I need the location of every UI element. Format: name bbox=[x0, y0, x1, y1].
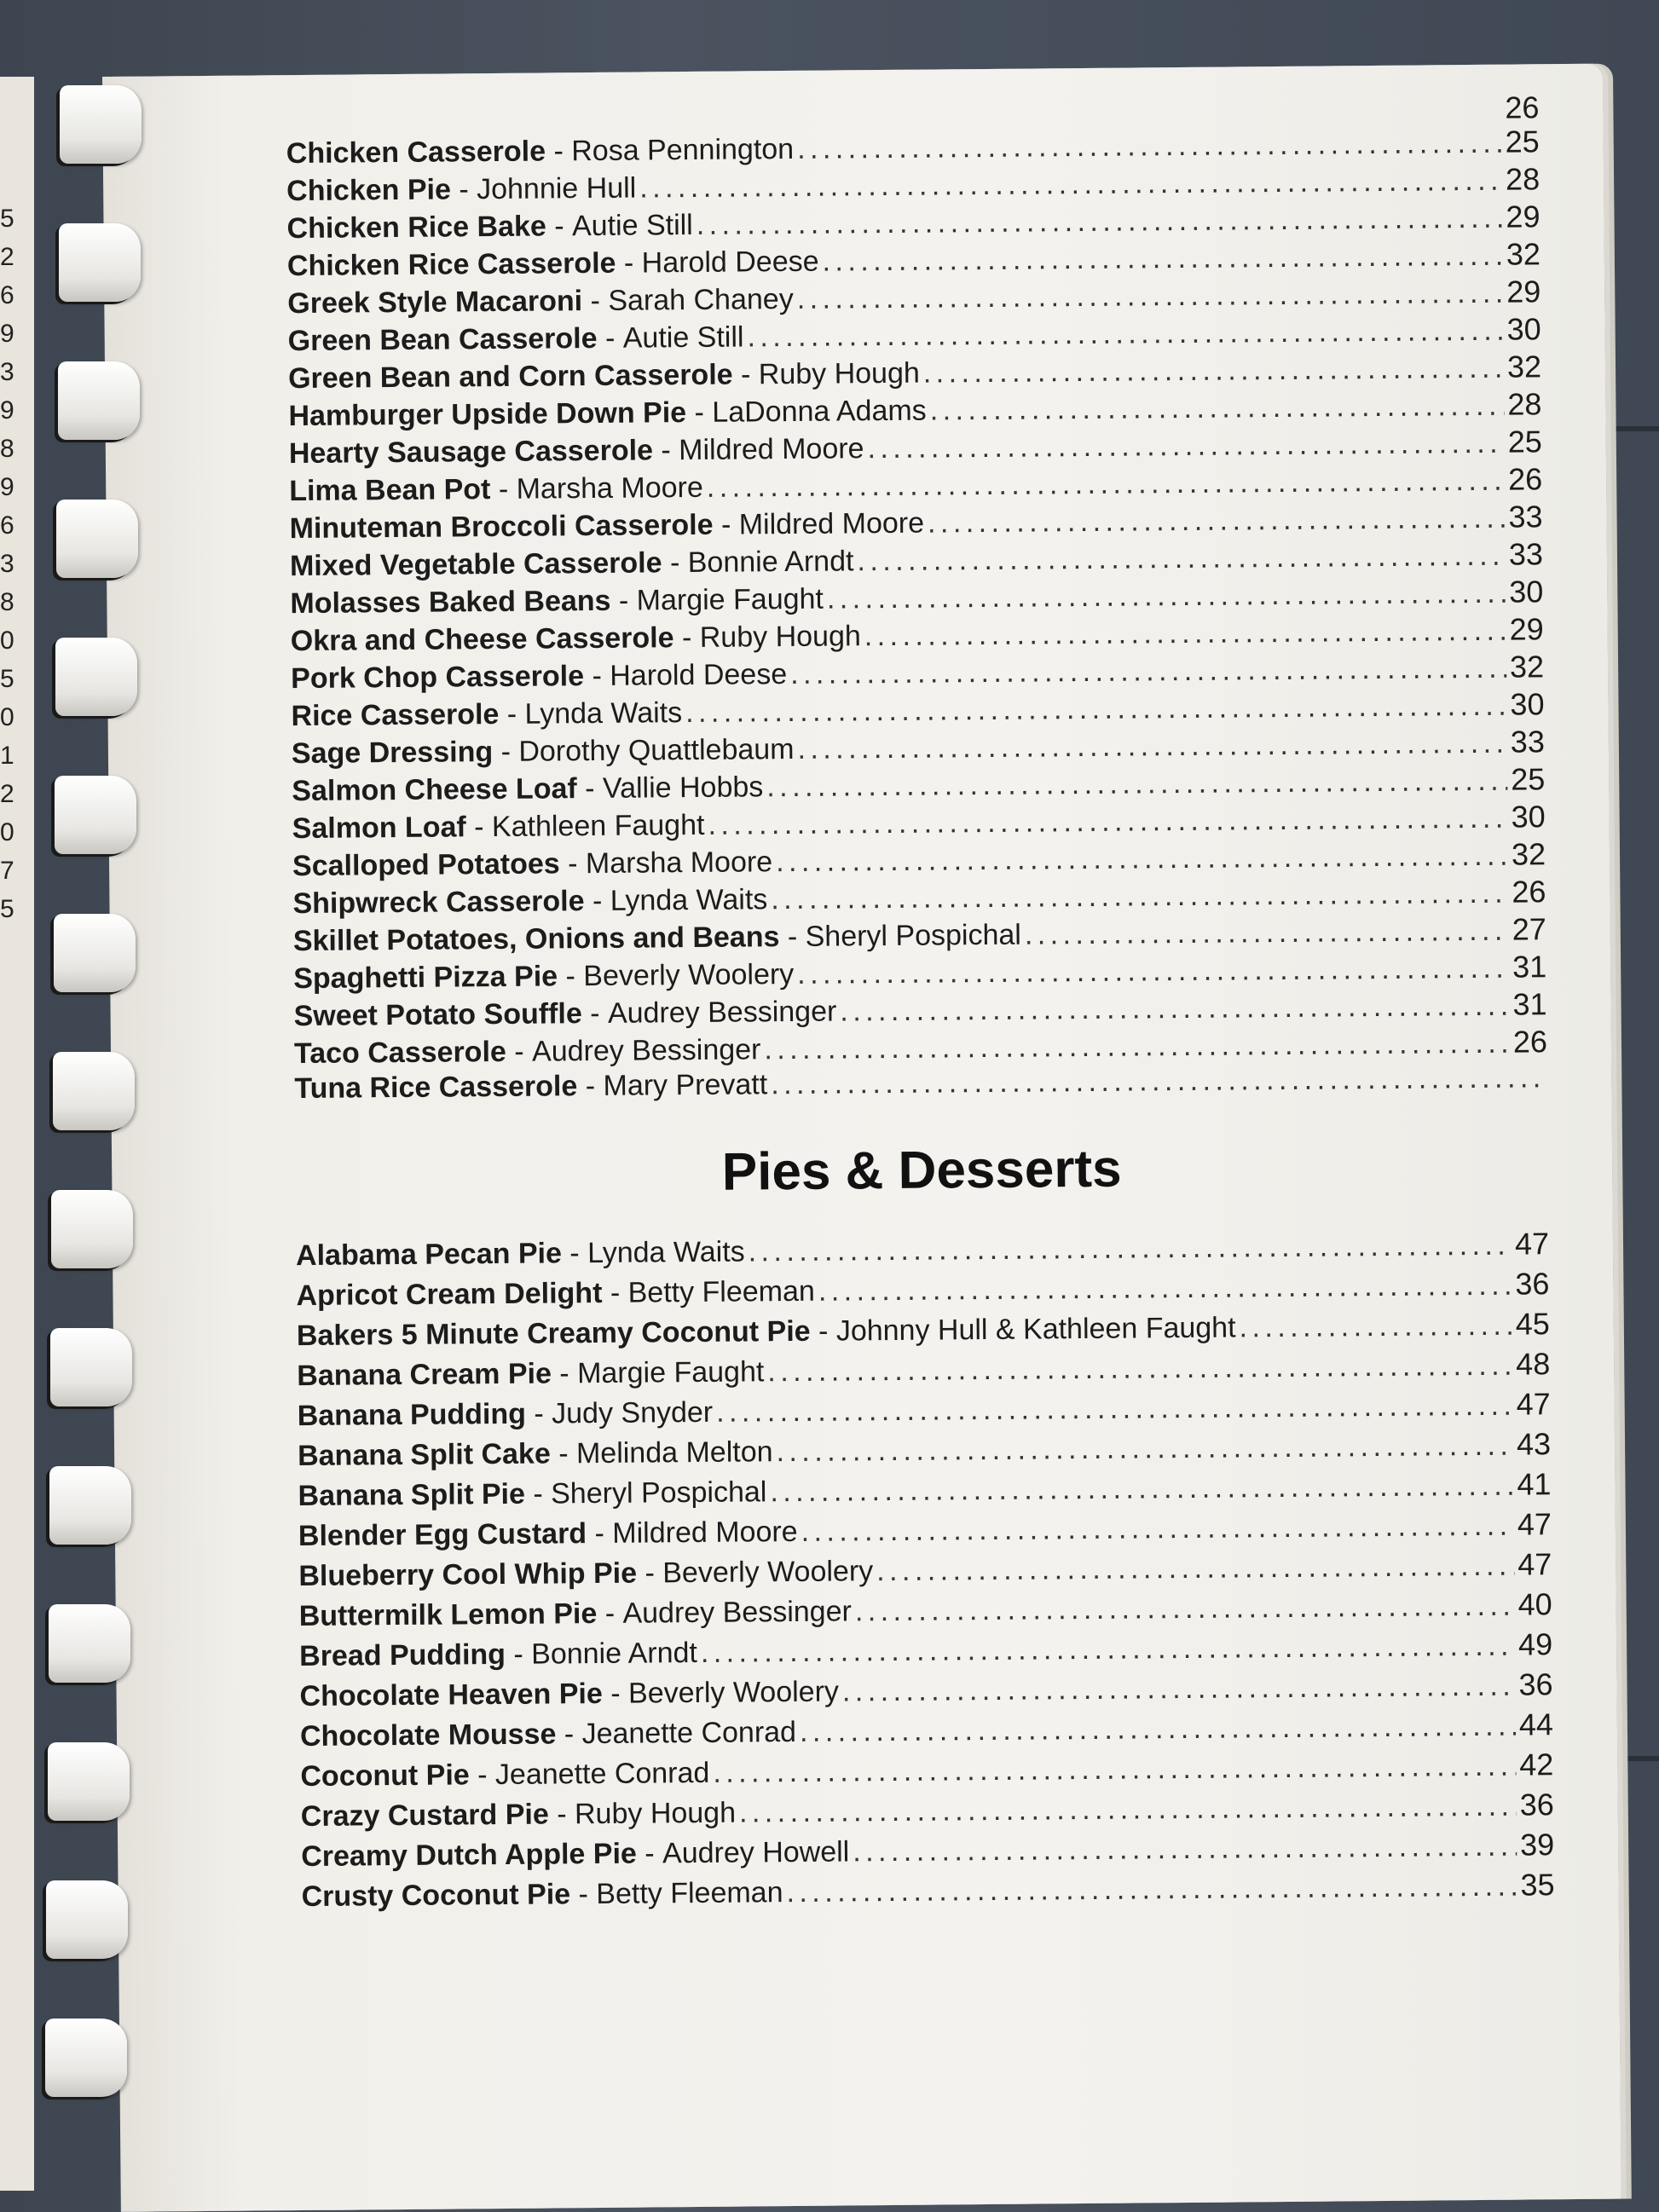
recipe-name: Salmon Loaf bbox=[292, 811, 466, 846]
page-number: 31 bbox=[1512, 986, 1547, 1022]
binding-ring bbox=[59, 223, 141, 302]
binding-ring bbox=[60, 85, 142, 164]
recipe-name: Sage Dressing bbox=[291, 736, 494, 771]
recipe-name: Apricot Cream Delight bbox=[296, 1276, 603, 1313]
recipe-author: - Lynda Waits bbox=[499, 696, 683, 731]
recipe-name: Green Bean and Corn Casserole bbox=[287, 358, 733, 396]
recipe-name: Chocolate Mousse bbox=[299, 1718, 557, 1753]
leader-dots bbox=[822, 240, 1503, 279]
page-number: 36 bbox=[1519, 1787, 1554, 1822]
page-number: 30 bbox=[1509, 574, 1544, 609]
page-number: 48 bbox=[1516, 1346, 1551, 1382]
top-page-number: 26 bbox=[1505, 90, 1540, 125]
recipe-author: - Margie Faught bbox=[610, 582, 824, 617]
recipe-author: - Marsha Moore bbox=[559, 846, 773, 881]
leader-dots bbox=[857, 540, 1506, 579]
binding-ring bbox=[48, 1742, 130, 1821]
page-number: 32 bbox=[1511, 836, 1546, 872]
page-number: 26 bbox=[1507, 461, 1543, 497]
recipe-author: - Johnny Hull & Kathleen Faught bbox=[810, 1311, 1236, 1348]
leader-dots bbox=[776, 840, 1508, 879]
recipe-author: - Audrey Bessinger bbox=[506, 1033, 761, 1068]
leader-dots bbox=[716, 1389, 1513, 1429]
author-name: Margie Faught bbox=[576, 1355, 765, 1390]
author-name: Judy Snyder bbox=[551, 1395, 714, 1430]
author-name: Autie Still bbox=[571, 208, 693, 243]
recipe-name: Okra and Cheese Casserole bbox=[290, 621, 674, 658]
left-page-number: 0 bbox=[0, 818, 14, 846]
left-page-number: 7 bbox=[0, 857, 14, 885]
page-number: 47 bbox=[1517, 1546, 1552, 1582]
binding-ring bbox=[56, 500, 138, 578]
author-name: Mary Prevatt bbox=[603, 1068, 768, 1102]
author-name: Lynda Waits bbox=[587, 1235, 745, 1270]
recipe-name: Banana Split Pie bbox=[298, 1477, 526, 1513]
recipe-author: - Mildred Moore bbox=[713, 506, 925, 541]
leader-dots bbox=[928, 502, 1506, 540]
author-name: Johnnie Hull bbox=[476, 171, 637, 206]
recipe-name: Banana Split Cake bbox=[297, 1437, 551, 1473]
leader-dots bbox=[797, 127, 1502, 166]
author-name: Bonnie Arndt bbox=[531, 1636, 698, 1671]
page-number: 35 bbox=[1520, 1867, 1555, 1903]
author-name: Audrey Howell bbox=[662, 1835, 850, 1870]
recipe-author: - Bonnie Arndt bbox=[662, 545, 854, 580]
page-number: 30 bbox=[1511, 799, 1546, 835]
recipe-name: Banana Cream Pie bbox=[297, 1357, 552, 1393]
recipe-author: - Judy Snyder bbox=[525, 1395, 714, 1430]
author-name: Ruby Hough bbox=[699, 620, 861, 654]
recipe-name: Rice Casserole bbox=[291, 697, 500, 733]
page-number: 45 bbox=[1515, 1306, 1551, 1342]
author-name: Ruby Hough bbox=[758, 356, 920, 391]
page-number: 41 bbox=[1517, 1466, 1552, 1502]
left-page-number: 2 bbox=[0, 780, 14, 808]
left-page-number: 6 bbox=[0, 281, 14, 309]
recipe-name: Buttermilk Lemon Pie bbox=[298, 1597, 598, 1633]
page-number: 33 bbox=[1508, 536, 1544, 572]
page-number: 47 bbox=[1516, 1386, 1551, 1422]
leader-dots bbox=[797, 952, 1509, 991]
author-name: LaDonna Adams bbox=[712, 394, 927, 429]
leader-dots bbox=[864, 615, 1506, 654]
recipe-name: Blueberry Cool Whip Pie bbox=[298, 1556, 638, 1593]
recipe-name: Chicken Rice Bake bbox=[286, 210, 546, 245]
recipe-name: Coconut Pie bbox=[300, 1759, 470, 1793]
author-name: Mildred Moore bbox=[679, 432, 864, 467]
author-name: Audrey Bessinger bbox=[531, 1033, 761, 1068]
binding-ring bbox=[46, 1880, 128, 1959]
recipe-name: Blender Egg Custard bbox=[298, 1517, 587, 1553]
recipe-name: Shipwreck Casserole bbox=[292, 885, 585, 921]
recipe-author: - Autie Still bbox=[546, 208, 693, 243]
recipe-name: Crusty Coconut Pie bbox=[301, 1878, 571, 1914]
left-page-number: 1 bbox=[0, 742, 14, 770]
leader-dots bbox=[818, 1269, 1512, 1308]
recipe-author: - Sheryl Pospichal bbox=[524, 1476, 767, 1510]
binding-ring bbox=[50, 1328, 132, 1406]
page-number: 30 bbox=[1510, 686, 1545, 722]
recipe-author: - Bonnie Arndt bbox=[505, 1636, 698, 1671]
leader-dots bbox=[764, 1027, 1510, 1067]
recipe-name: Lima Bean Pot bbox=[289, 473, 491, 508]
recipe-name: Minuteman Broccoli Casserole bbox=[289, 508, 714, 546]
binding-ring bbox=[55, 776, 136, 854]
leader-dots bbox=[707, 465, 1506, 505]
author-name: Marsha Moore bbox=[585, 846, 773, 881]
recipe-author: - Autie Still bbox=[597, 321, 744, 355]
author-name: Beverly Woolery bbox=[627, 1675, 840, 1710]
leader-dots bbox=[1025, 915, 1509, 952]
page-number: 27 bbox=[1512, 911, 1546, 947]
recipe-author: - Audrey Bessinger bbox=[581, 995, 837, 1031]
recipe-name: Alabama Pecan Pie bbox=[295, 1237, 563, 1273]
recipe-author: - Rosa Pennington bbox=[545, 132, 795, 168]
leader-dots bbox=[853, 1830, 1517, 1869]
leader-dots bbox=[797, 277, 1504, 316]
recipe-author: - Beverly Woolery bbox=[636, 1555, 874, 1590]
leader-dots bbox=[1239, 1309, 1512, 1345]
recipe-name: Mixed Vegetable Casserole bbox=[289, 546, 662, 583]
page-number: 25 bbox=[1505, 124, 1540, 159]
page-number: 36 bbox=[1515, 1266, 1550, 1302]
leader-dots bbox=[842, 1670, 1516, 1709]
page-number: 25 bbox=[1511, 761, 1546, 797]
recipe-author: - Vallie Hobbs bbox=[576, 771, 764, 806]
page-number: 29 bbox=[1509, 611, 1544, 647]
left-page-number: 9 bbox=[0, 473, 14, 501]
page-number: 47 bbox=[1517, 1506, 1552, 1542]
leader-dots bbox=[685, 690, 1507, 730]
leader-dots bbox=[747, 315, 1503, 355]
left-page-number: 0 bbox=[0, 627, 14, 655]
leader-dots bbox=[767, 1349, 1512, 1389]
page-number: 28 bbox=[1505, 161, 1540, 197]
left-page-number: 0 bbox=[0, 703, 14, 731]
page-number: 33 bbox=[1510, 724, 1546, 759]
left-page-number: 6 bbox=[0, 511, 14, 540]
recipe-author: - Beverly Woolery bbox=[602, 1675, 840, 1710]
left-page-number: 3 bbox=[0, 358, 14, 386]
leader-dots bbox=[801, 1510, 1514, 1549]
leader-dots bbox=[786, 1870, 1517, 1909]
page-number: 29 bbox=[1506, 199, 1540, 234]
recipe-name: Creamy Dutch Apple Pie bbox=[301, 1837, 638, 1874]
author-name: Mildred Moore bbox=[738, 506, 925, 541]
section-title: Pies & Desserts bbox=[721, 1139, 1122, 1202]
binding-ring bbox=[45, 2019, 127, 2097]
page-number: 29 bbox=[1506, 274, 1541, 309]
recipe-name: Chicken Rice Casserole bbox=[286, 246, 616, 283]
recipe-author: - Sheryl Pospichal bbox=[779, 918, 1022, 954]
left-page-number: 2 bbox=[0, 243, 14, 271]
author-name: Ruby Hough bbox=[574, 1796, 737, 1831]
left-page-number: 5 bbox=[0, 665, 14, 693]
recipe-author: - Sarah Chaney bbox=[581, 282, 794, 318]
leader-dots bbox=[766, 765, 1507, 805]
leader-dots bbox=[770, 1470, 1513, 1510]
recipe-author: - Lynda Waits bbox=[584, 883, 768, 918]
left-page-number: 9 bbox=[0, 320, 14, 348]
page-number: 32 bbox=[1506, 349, 1542, 384]
recipe-author: - Beverly Woolery bbox=[557, 957, 795, 993]
page-number: 36 bbox=[1518, 1666, 1553, 1702]
author-name: Marsha Moore bbox=[516, 471, 703, 505]
recipe-name: Crazy Custard Pie bbox=[300, 1798, 549, 1834]
recipe-author: - Jeanette Conrad bbox=[556, 1715, 797, 1751]
leader-dots bbox=[701, 1630, 1516, 1670]
recipe-author: - Dorothy Quattlebaum bbox=[492, 732, 795, 769]
leader-dots bbox=[771, 877, 1508, 917]
index-page bbox=[102, 64, 1621, 2212]
leader-dots bbox=[697, 202, 1503, 242]
author-name: Johnny Hull & Kathleen Faught bbox=[835, 1311, 1236, 1348]
recipe-name: Spaghetti Pizza Pie bbox=[293, 960, 558, 996]
left-page-number: 8 bbox=[0, 588, 14, 616]
leader-dots bbox=[930, 390, 1505, 428]
recipe-author: - Marsha Moore bbox=[490, 471, 703, 506]
author-name: Bonnie Arndt bbox=[687, 545, 854, 580]
author-name: Rosa Pennington bbox=[571, 132, 795, 168]
left-page-number: 5 bbox=[0, 895, 14, 923]
left-page-number: 3 bbox=[0, 550, 14, 578]
leader-dots bbox=[876, 1550, 1514, 1589]
author-name: Dorothy Quattlebaum bbox=[518, 732, 795, 768]
recipe-name: Taco Casserole bbox=[293, 1035, 506, 1071]
leader-dots bbox=[800, 1710, 1516, 1749]
author-name: Margie Faught bbox=[636, 582, 824, 617]
recipe-author: - Mildred Moore bbox=[586, 1515, 798, 1551]
author-name: Harold Deese bbox=[610, 658, 788, 692]
leader-dots bbox=[790, 652, 1506, 691]
author-name: Betty Fleeman bbox=[596, 1876, 783, 1911]
author-name: Jeanette Conrad bbox=[581, 1715, 797, 1751]
recipe-name: Scalloped Potatoes bbox=[292, 847, 560, 883]
leader-dots bbox=[827, 577, 1506, 616]
recipe-author: - Ruby Hough bbox=[548, 1796, 737, 1831]
leader-dots bbox=[855, 1590, 1515, 1629]
page-number: 31 bbox=[1512, 949, 1547, 985]
recipe-author: - Ruby Hough bbox=[673, 620, 861, 655]
binding-ring bbox=[49, 1466, 131, 1545]
recipe-author: - Kathleen Faught bbox=[465, 808, 705, 844]
page-number: 47 bbox=[1514, 1226, 1550, 1262]
recipe-name: Chicken Pie bbox=[286, 173, 452, 208]
left-page-number: 9 bbox=[0, 396, 14, 424]
page-number: 43 bbox=[1516, 1426, 1552, 1462]
leader-dots bbox=[776, 1429, 1513, 1470]
left-page-edge bbox=[0, 77, 34, 2191]
author-name: Harold Deese bbox=[641, 245, 819, 280]
spiral-binding bbox=[51, 85, 145, 2174]
recipe-name: Molasses Baked Beans bbox=[290, 584, 611, 621]
recipe-author: - Betty Fleeman bbox=[569, 1876, 783, 1911]
author-name: Sarah Chaney bbox=[608, 282, 794, 317]
left-page-number: 8 bbox=[0, 435, 14, 463]
recipe-author: - Johnnie Hull bbox=[450, 171, 637, 206]
author-name: Jeanette Conrad bbox=[494, 1756, 710, 1792]
recipe-name: Bread Pudding bbox=[299, 1637, 506, 1673]
author-name: Beverly Woolery bbox=[662, 1555, 874, 1590]
recipe-author: - Harold Deese bbox=[616, 245, 819, 280]
author-name: Sheryl Pospichal bbox=[550, 1476, 767, 1510]
recipe-author: - Lynda Waits bbox=[561, 1235, 745, 1270]
leader-dots bbox=[713, 1750, 1516, 1790]
page-number: 25 bbox=[1507, 424, 1542, 459]
left-page-number: 5 bbox=[0, 205, 14, 233]
recipe-name: Tuna Rice Casserole bbox=[294, 1070, 578, 1106]
leader-dots bbox=[639, 165, 1502, 205]
page-content bbox=[286, 90, 1555, 1918]
recipe-name: Skillet Potatoes, Onions and Beans bbox=[292, 921, 780, 958]
main-recipe-list bbox=[286, 124, 1548, 1110]
recipe-name: Chicken Casserole bbox=[286, 135, 546, 170]
recipe-name: Chocolate Heaven Pie bbox=[299, 1677, 603, 1713]
recipe-name: Pork Chop Casserole bbox=[291, 660, 585, 696]
pies-recipe-list bbox=[296, 1226, 1555, 1918]
page-number: 40 bbox=[1517, 1586, 1552, 1622]
recipe-author: - Mary Prevatt bbox=[577, 1068, 768, 1103]
author-name: Vallie Hobbs bbox=[602, 771, 764, 805]
recipe-author: - Margie Faught bbox=[551, 1355, 765, 1390]
page-number: 32 bbox=[1509, 649, 1545, 684]
recipe-author: - Ruby Hough bbox=[732, 356, 920, 391]
page-number: 49 bbox=[1517, 1626, 1553, 1662]
leader-dots bbox=[708, 802, 1507, 842]
page-number: 39 bbox=[1519, 1827, 1555, 1863]
binding-ring bbox=[53, 1052, 135, 1130]
leader-dots bbox=[840, 990, 1510, 1029]
page-number: 44 bbox=[1518, 1707, 1554, 1742]
author-name: Lynda Waits bbox=[524, 696, 683, 731]
recipe-name: Salmon Cheese Loaf bbox=[292, 772, 577, 808]
author-name: Audrey Bessinger bbox=[622, 1595, 853, 1630]
author-name: Audrey Bessinger bbox=[607, 995, 837, 1030]
author-name: Sheryl Pospichal bbox=[805, 918, 1022, 953]
recipe-author: - Betty Fleeman bbox=[602, 1274, 816, 1309]
recipe-name: Hamburger Upside Down Pie bbox=[288, 396, 687, 433]
page-number: 33 bbox=[1508, 499, 1543, 534]
recipe-name: Bakers 5 Minute Creamy Coconut Pie bbox=[296, 1314, 811, 1353]
recipe-author: - Mildred Moore bbox=[652, 432, 864, 467]
author-name: Autie Still bbox=[622, 321, 744, 355]
recipe-name: Banana Pudding bbox=[297, 1397, 527, 1433]
leader-dots bbox=[797, 727, 1507, 766]
binding-ring bbox=[49, 1604, 130, 1683]
recipe-name: Green Bean Casserole bbox=[287, 321, 598, 358]
recipe-author: - Melinda Melton bbox=[550, 1435, 773, 1470]
author-name: Betty Fleeman bbox=[627, 1274, 816, 1309]
page-number: 42 bbox=[1519, 1747, 1554, 1782]
binding-ring bbox=[58, 361, 140, 440]
recipe-author: - Audrey Howell bbox=[636, 1835, 850, 1870]
leader-dots bbox=[739, 1790, 1517, 1830]
leader-dots bbox=[749, 1229, 1512, 1269]
leader-dots bbox=[923, 352, 1505, 390]
author-name: Kathleen Faught bbox=[491, 808, 705, 844]
recipe-author: - Harold Deese bbox=[583, 658, 788, 693]
binding-ring bbox=[54, 914, 136, 992]
recipe-name: Hearty Sausage Casserole bbox=[288, 434, 654, 471]
recipe-name: Sweet Potato Souffle bbox=[293, 997, 582, 1033]
binding-ring bbox=[51, 1190, 133, 1268]
author-name: Melinda Melton bbox=[575, 1435, 773, 1470]
page-number: 32 bbox=[1506, 236, 1541, 272]
author-name: Lynda Waits bbox=[610, 883, 768, 917]
recipe-author: - Audrey Bessinger bbox=[597, 1595, 853, 1631]
leader-dots bbox=[771, 1061, 1544, 1101]
author-name: Beverly Woolery bbox=[583, 957, 795, 993]
binding-ring bbox=[55, 638, 137, 716]
page-number: 28 bbox=[1507, 386, 1542, 422]
recipe-author: - LaDonna Adams bbox=[685, 394, 927, 430]
page-number: 26 bbox=[1512, 1024, 1548, 1060]
recipe-name: Greek Style Macaroni bbox=[287, 285, 583, 321]
leader-dots bbox=[867, 427, 1505, 466]
page-number: 30 bbox=[1506, 311, 1541, 347]
page-number: 26 bbox=[1512, 874, 1546, 910]
author-name: Mildred Moore bbox=[612, 1515, 798, 1550]
recipe-author: - Jeanette Conrad bbox=[469, 1756, 710, 1792]
